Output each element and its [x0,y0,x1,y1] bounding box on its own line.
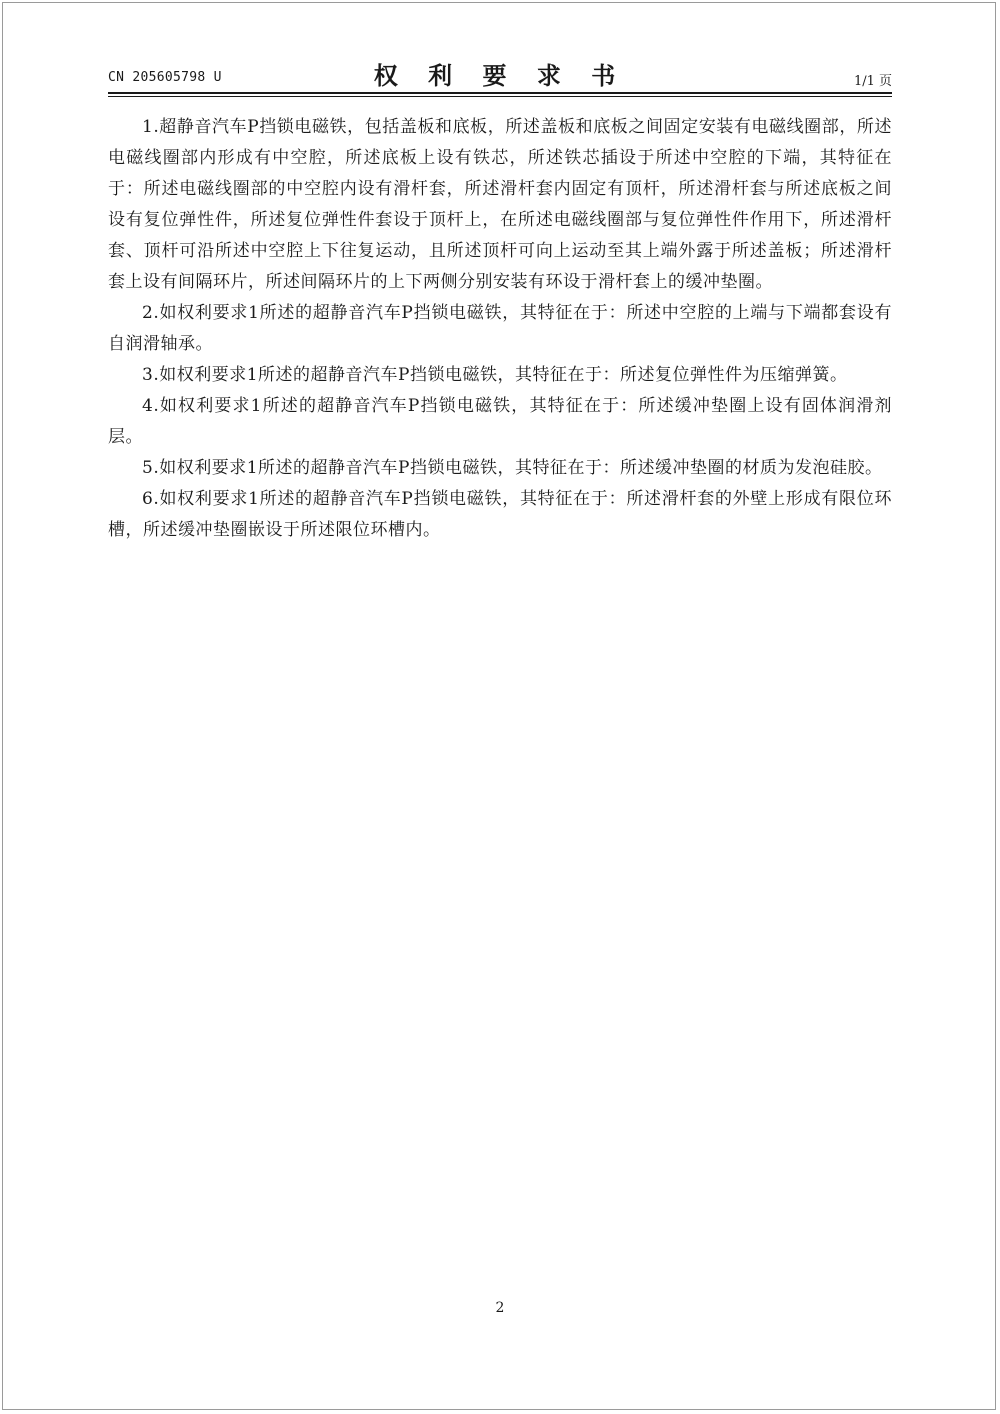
claim-1: 1.超静音汽车P挡锁电磁铁，包括盖板和底板，所述盖板和底板之间固定安装有电磁线圈部，所述电磁线圈部内形成有中空腔，所述底板上设有铁芯，所述铁芯插设于所述中空腔的下端，其特征在于：所述电磁线圈部的中空腔内设有滑杆套，所述滑杆套内固定有顶杆，所述滑杆套与所述底板之间设有复位弹性件，所述复位弹性件套设于顶杆上，在所述电磁线圈部与复位弹性件作用下，所述滑杆套、顶杆可沿所述中空腔上下往复运动，且所述顶杆可向上运动至其上端外露于所述盖板；所述滑杆套上设有间隔环片，所述间隔环片的上下两侧分别安装有环设于滑杆套上的缓冲垫圈。 [108,117,892,292]
claim-6: 6.如权利要求1所述的超静音汽车P挡锁电磁铁，其特征在于：所述滑杆套的外壁上形成有限位环槽，所述缓冲垫圈嵌设于所述限位环槽内。 [108,489,892,540]
header-rule-secondary [108,96,892,97]
claim-2: 2.如权利要求1所述的超静音汽车P挡锁电磁铁，其特征在于：所述中空腔的上端与下端都套设有自润滑轴承。 [108,303,892,354]
header-rule [108,92,892,94]
document-title: 权 利 要 求 书 [373,61,627,90]
page-indicator: 1/1 页 [853,74,892,89]
page-number: 2 [495,1300,505,1316]
publication-number: CN 205605798 U [108,70,222,85]
page-header [108,56,892,92]
claim-3: 3.如权利要求1所述的超静音汽车P挡锁电磁铁，其特征在于：所述复位弹性件为压缩弹簧。 [142,365,848,385]
claims-body [108,112,892,546]
claim-4: 4.如权利要求1所述的超静音汽车P挡锁电磁铁，其特征在于：所述缓冲垫圈上设有固体润滑剂层。 [108,396,892,447]
claim-5: 5.如权利要求1所述的超静音汽车P挡锁电磁铁，其特征在于：所述缓冲垫圈的材质为发泡硅胶。 [142,458,883,478]
